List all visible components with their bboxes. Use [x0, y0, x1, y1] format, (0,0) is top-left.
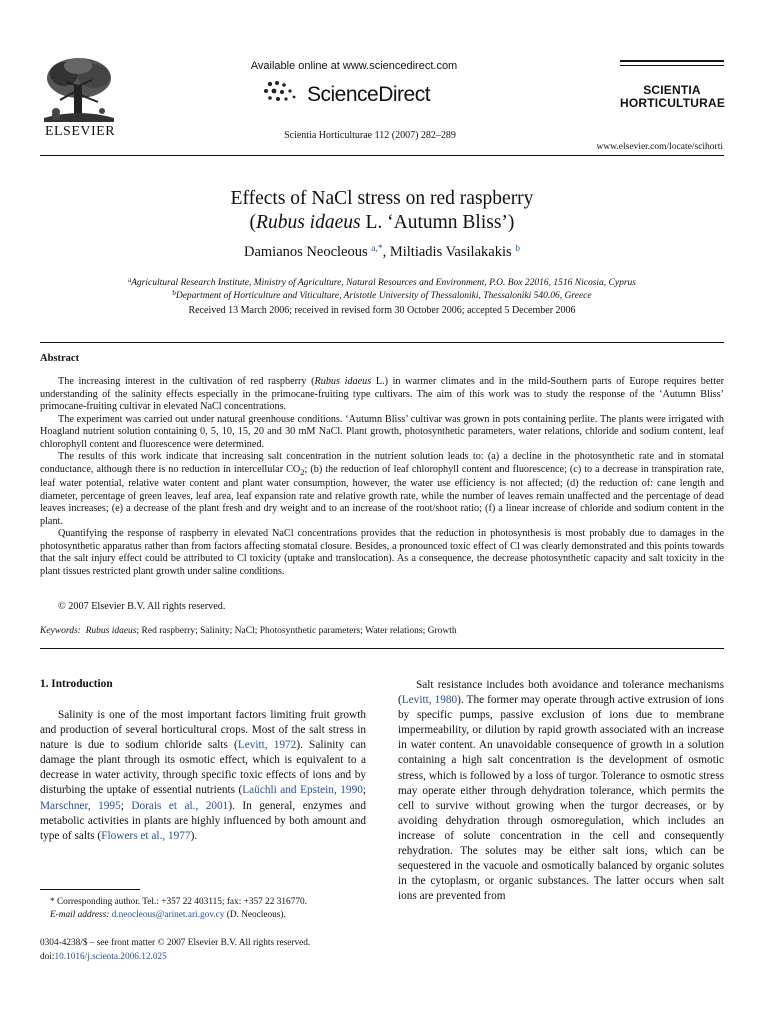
email-line	[40, 909, 366, 922]
journal-title-line2: HORTICULTURAE	[620, 96, 726, 110]
aff-b-text: Department of Horticulture and Viticulture, Aristotle University of Thessaloniki, Thessaloniki 540.06, Greece	[175, 291, 592, 301]
journal-reference: Scientia Horticulturae 112 (2007) 282–289	[284, 130, 456, 141]
author-email-link[interactable]: d.neocleous@arinet.ari.gov.cy	[111, 910, 225, 920]
abstract-heading: Abstract	[40, 353, 80, 364]
doi-link[interactable]: 10.1016/j.scienta.2006.12.025	[54, 952, 167, 962]
aff-b-mark: b	[172, 289, 176, 297]
front-matter-info	[40, 936, 366, 964]
elsevier-tree-logo	[40, 56, 118, 122]
sciencedirect-logo-text: ScienceDirect	[307, 83, 431, 106]
citation-flowers-1977[interactable]: Flowers et al., 1977	[101, 829, 191, 842]
title-species: Rubus idaeus	[256, 212, 361, 233]
journal-title-line1: SCIENTIA	[643, 83, 701, 97]
citation-levitt-1980[interactable]: Levitt, 1980	[401, 694, 458, 707]
author-separator: ,	[382, 244, 390, 260]
title-cultivar: L. ‘Autumn Bliss’)	[360, 212, 515, 233]
aff-a-text: Agricultural Research Institute, Ministry of Agriculture, Natural Resources and Environment, P.O. Box 22016, 1516 Nicosia, Cyprus	[131, 278, 636, 288]
journal-title	[620, 84, 724, 110]
abstract-copyright: © 2007 Elsevier B.V. All rights reserved.	[58, 601, 226, 612]
author-vasilakakis: Miltiadis Vasilakakis	[389, 244, 512, 260]
citation-marschner-1995[interactable]: Marschner, 1995	[40, 799, 121, 812]
article-title-line1: Effects of NaCl stress on red raspberry	[230, 188, 534, 209]
citation-dorais-2001[interactable]: Dorais et al., 2001	[131, 799, 229, 812]
journal-title-rule	[620, 60, 724, 62]
abstract-body	[40, 376, 724, 578]
author-list	[40, 244, 724, 261]
issn-line: 0304-4238/$ – see front matter © 2007 Elsevier B.V. All rights reserved.	[40, 938, 311, 948]
right-column-text	[398, 678, 724, 904]
abstract-p1-end: L.) in warmer climates and in the mild-Southern parts of Europe requires better understanding of the salinity effects especially in the primocane-fruiting type cultivars. The aim of this work was to study the response of the ‘Autumn Bliss’ primocane-fruiting cultivar in elevated NaCl concentrations.	[40, 376, 724, 412]
keywords-label: Keywords:	[40, 626, 81, 636]
right-text-2: ). The former may operate through active extrusion of ions by specific pumps, passive exclusion of ions due to membrane impermeability, or dilution by rapid growth associated with an increase in water content. An unavoidable consequence of growth in a solution containing a high salt concentration is the development of osmotic stress, which is followed by a loss of turgor. Tolerance to osmotic stress may operate either through dehydration tolerance, which permits the cell to survive without growing when the turgor decreases, or by avoiding dehydration through osmoregulation, which includes an increase of solute concentration in the cell and consequently rehydration. The solutes may be either salt ions, which can be sequestered in the vacuole and osmotically balanced by organic solutes in the cytoplasm, or organic substances. The latter occurs when salt ions are prevented from	[398, 694, 724, 903]
email-label: E-mail address:	[50, 910, 110, 920]
intro-text	[40, 708, 366, 844]
intro-text-1: Salinity is one of the most important factors limiting fruit growth and production of several horticultural crops. Most of the salt stress in nature is due to sodium chloride salts (	[40, 709, 366, 752]
abstract-p1-species: Rubus idaeus	[314, 376, 372, 387]
affiliation-b	[40, 289, 724, 301]
publisher-name: ELSEVIER	[44, 124, 116, 139]
salt-resistance-paragraph	[398, 678, 724, 904]
doi-label: doi:	[40, 952, 55, 962]
citation-levitt-1972[interactable]: Levitt, 1972	[237, 739, 297, 752]
abstract-paragraph-4: Quantifying the response of raspberry in elevated NaCl concentrations provides that the reduction in photosynthesis is most probably due to damages in the photosynthetic apparatus rather than from factors affecting stomatal closure. Besides, a pronounced toxic effect of Cl was clearly demonstrated and this points towards that the salt injury effect could be attributed to Cl toxicity (uptake and translocation). As a consequence, the decrease photosynthetic capacity and salt toxicity in the plant tissues restricted plant growth under saline conditions.	[40, 528, 724, 577]
header-divider	[40, 155, 724, 156]
aff-a-mark: a	[128, 276, 132, 284]
corresponding-author-footnote	[40, 896, 366, 922]
journal-url-link[interactable]: www.elsevier.com/locate/scihorti	[596, 142, 723, 152]
abstract-paragraph-2: The experiment was carried out under natural greenhouse conditions. ‘Autumn Bliss’ cultivar was grown in pots containing perlite. The plants were irrigated with Hoagland nutrient solution containing 0, 5, 10, 15, 20 and 30 mM NaCl. Plant growth, photosynthetic parameters, water relations, chloride and sodium content, leaf chlorophyll content and fluorescence were determined.	[40, 413, 724, 450]
article-title	[40, 187, 724, 235]
article-title-line2	[40, 211, 724, 235]
corresponding-author-text: * Corresponding author. Tel.: +357 22 403115; fax: +357 22 316770.	[50, 897, 307, 907]
keywords-list: ; Red raspberry; Salinity; NaCl; Photosynthetic parameters; Water relations; Growth	[136, 626, 457, 636]
intro-text-4: ).	[190, 829, 198, 842]
citation-lauchli-1990[interactable]: Laüchli and Epstein, 1990	[242, 784, 363, 797]
right-text-1: Salt resistance includes both avoidance and tolerance mechanisms (	[398, 679, 724, 707]
section-heading-introduction: 1. Introduction	[40, 678, 113, 690]
intro-text-3: ). In general, enzymes and metabolic activities in plants are highly influenced by both amount and type of salts (	[40, 799, 366, 842]
abstract-p3-subscript: 2	[300, 466, 305, 477]
citation-separator: ;	[362, 784, 367, 797]
footnote-rule	[40, 889, 140, 890]
abstract-paragraph-1	[40, 376, 724, 414]
author1-affiliation-link[interactable]: a,*	[371, 244, 383, 254]
received-dates: Received 13 March 2006; received in revised form 30 October 2006; accepted 5 December 2006	[188, 305, 576, 316]
intro-paragraph	[40, 708, 366, 844]
keywords-divider	[40, 648, 724, 649]
keyword-species: Rubus idaeus	[85, 626, 137, 636]
keywords-line	[40, 626, 724, 636]
abstract-divider	[40, 342, 724, 343]
author2-affiliation-link[interactable]: b	[515, 244, 520, 254]
abstract-p1-start: The increasing interest in the cultivation of red raspberry (	[58, 376, 315, 387]
email-owner: (D. Neocleous).	[224, 910, 286, 920]
abstract-p3-start: The results of this work indicate that increasing salt concentration in the nutrient solution leads to: (a) a decline in the photosynthetic rate and in stomatal conductance, although there is no reduction in intercellular CO	[40, 451, 724, 475]
affiliation-a	[40, 276, 724, 288]
author-neocleous: Damianos Neocleous	[244, 244, 368, 260]
citation-separator: ;	[120, 799, 132, 812]
intro-text-2: ). Salinity can damage the plant through its osmotic effect, which is equivalent to a decrease in water activity, through specific toxic effects of ions and by disturbing the uptake of essential nutrients (	[40, 739, 366, 797]
doi-line	[40, 950, 366, 964]
journal-title-block	[620, 60, 724, 110]
sciencedirect-dots-icon	[262, 78, 306, 109]
available-online-text: Available online at www.sciencedirect.com	[250, 60, 458, 72]
title-paren: (	[249, 212, 257, 233]
journal-title-rule-thin	[620, 65, 724, 66]
abstract-p3-end: ; (b) the reduction of leaf chlorophyll content and fluorescence; (c) to a decrease in transpiration rate, leaf water potential, relative water content and plant water consumption, however, the water use efficiency is not affected; (d) the reduction of: cane length and diameter, percentage of green leaves, leaf area, leaf expansion rate and relative growth rate, while the number of leaves remain unaffected and the percentage of dead leaves increases; (e) a decrease of the plant fresh and dry weight and to an increase of the root/shoot ratio; (f) a linear increase of chloride and sodium content in the plant.	[40, 463, 724, 527]
abstract-paragraph-3	[40, 451, 724, 528]
